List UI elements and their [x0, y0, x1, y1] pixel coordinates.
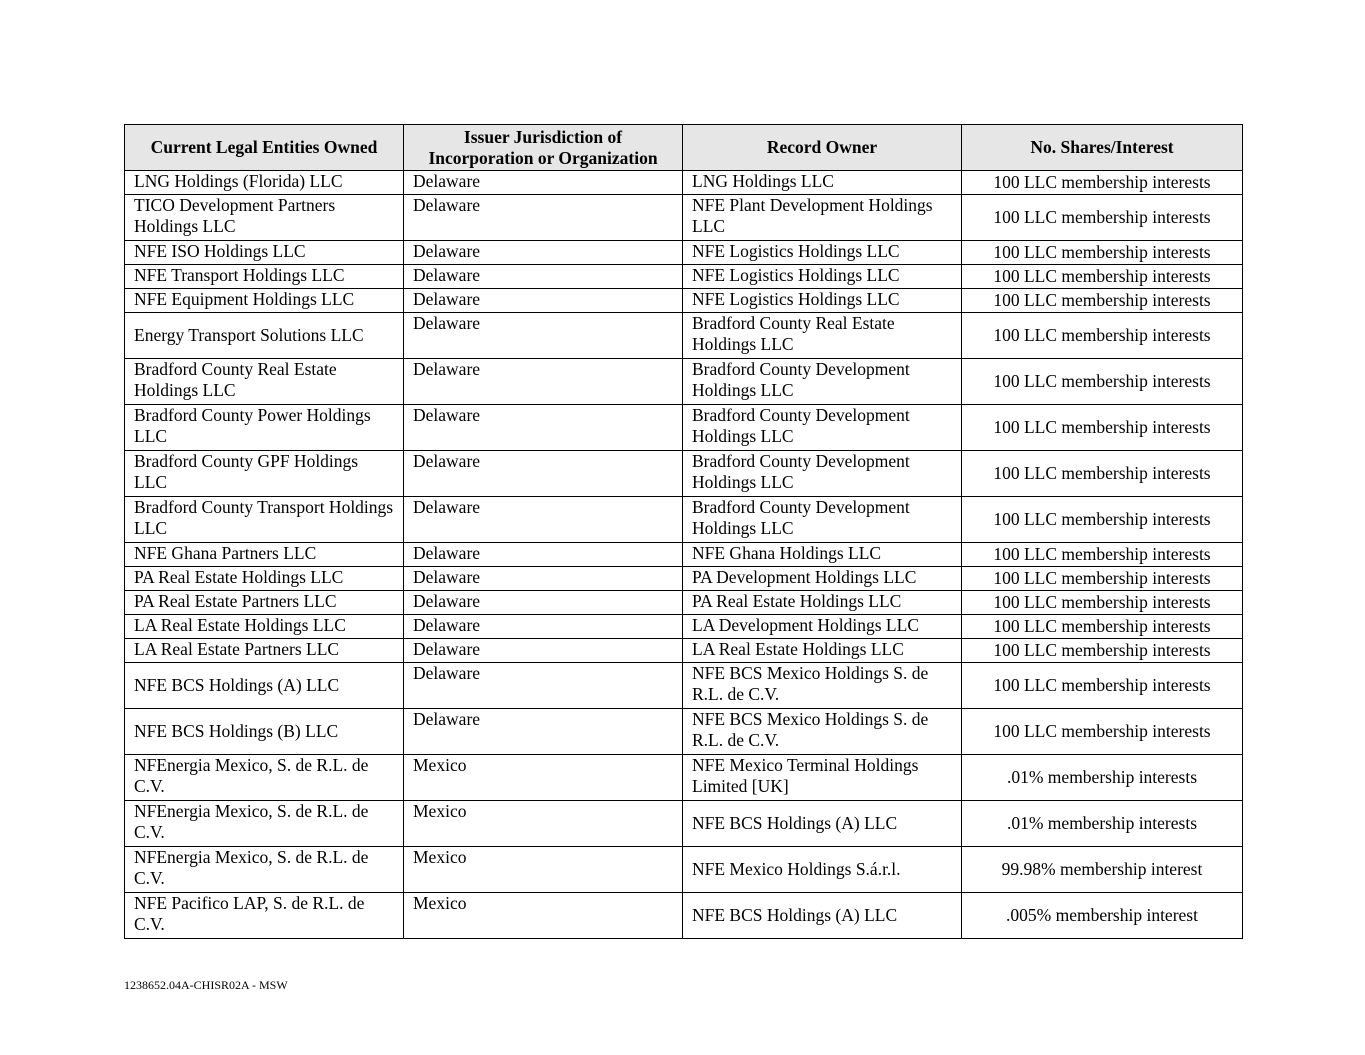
- owner-cell: NFE Plant Development Holdings LLC: [683, 195, 962, 241]
- owner-cell: NFE BCS Holdings (A) LLC: [683, 893, 962, 939]
- table-row: [125, 451, 1243, 497]
- shares-cell: 100 LLC membership interests: [962, 709, 1243, 755]
- entity-cell: NFE Pacifico LAP, S. de R.L. de C.V.: [125, 893, 404, 939]
- shares-cell: .01% membership interests: [962, 755, 1243, 801]
- owner-cell: NFE Mexico Terminal Holdings Limited [UK]: [683, 755, 962, 801]
- shares-cell: 100 LLC membership interests: [962, 451, 1243, 497]
- entity-cell: PA Real Estate Partners LLC: [125, 591, 404, 615]
- entity-cell: NFEnergia Mexico, S. de R.L. de C.V.: [125, 801, 404, 847]
- jurisdiction-cell: Delaware: [404, 497, 683, 543]
- table-row: [125, 313, 1243, 359]
- shares-cell: 100 LLC membership interests: [962, 567, 1243, 591]
- table-row: [125, 801, 1243, 847]
- jurisdiction-cell: Delaware: [404, 171, 683, 195]
- owner-cell: LA Real Estate Holdings LLC: [683, 639, 962, 663]
- owner-cell: NFE Logistics Holdings LLC: [683, 241, 962, 265]
- entity-cell: LNG Holdings (Florida) LLC: [125, 171, 404, 195]
- table-row: [125, 241, 1243, 265]
- entity-cell: Bradford County Real Estate Holdings LLC: [125, 359, 404, 405]
- table-row: [125, 615, 1243, 639]
- jurisdiction-cell: Delaware: [404, 639, 683, 663]
- entity-cell: Bradford County Transport Holdings LLC: [125, 497, 404, 543]
- table-row: [125, 195, 1243, 241]
- table-row: [125, 265, 1243, 289]
- table-header: [125, 125, 1243, 171]
- document-footer-code: 1238652.04A-CHISR02A - MSW: [124, 978, 288, 992]
- entity-cell: LA Real Estate Partners LLC: [125, 639, 404, 663]
- table-row: [125, 663, 1243, 709]
- table-row: [125, 567, 1243, 591]
- jurisdiction-cell: Mexico: [404, 847, 683, 893]
- entity-cell: NFEnergia Mexico, S. de R.L. de C.V.: [125, 847, 404, 893]
- table-row: [125, 359, 1243, 405]
- owner-cell: Bradford County Development Holdings LLC: [683, 359, 962, 405]
- jurisdiction-cell: Delaware: [404, 591, 683, 615]
- table-row: [125, 497, 1243, 543]
- jurisdiction-cell: Delaware: [404, 313, 683, 359]
- table-row: [125, 543, 1243, 567]
- owner-cell: PA Real Estate Holdings LLC: [683, 591, 962, 615]
- shares-cell: 100 LLC membership interests: [962, 289, 1243, 313]
- entity-cell: NFE BCS Holdings (A) LLC: [125, 663, 404, 709]
- entity-cell: NFE Transport Holdings LLC: [125, 265, 404, 289]
- jurisdiction-cell: Delaware: [404, 195, 683, 241]
- shares-cell: 99.98% membership interest: [962, 847, 1243, 893]
- owner-cell: Bradford County Development Holdings LLC: [683, 497, 962, 543]
- jurisdiction-cell: Delaware: [404, 451, 683, 497]
- table-row: [125, 709, 1243, 755]
- jurisdiction-cell: Delaware: [404, 567, 683, 591]
- table-row: [125, 847, 1243, 893]
- shares-cell: 100 LLC membership interests: [962, 591, 1243, 615]
- jurisdiction-cell: Mexico: [404, 893, 683, 939]
- owner-cell: NFE Ghana Holdings LLC: [683, 543, 962, 567]
- shares-cell: 100 LLC membership interests: [962, 615, 1243, 639]
- owner-cell: Bradford County Development Holdings LLC: [683, 405, 962, 451]
- entity-cell: Energy Transport Solutions LLC: [125, 313, 404, 359]
- owner-cell: LA Development Holdings LLC: [683, 615, 962, 639]
- shares-cell: 100 LLC membership interests: [962, 241, 1243, 265]
- owner-cell: NFE BCS Holdings (A) LLC: [683, 801, 962, 847]
- entity-cell: Bradford County Power Holdings LLC: [125, 405, 404, 451]
- header-jurisdiction: Issuer Jurisdiction of Incorporation or Organization: [404, 125, 683, 171]
- shares-cell: 100 LLC membership interests: [962, 405, 1243, 451]
- shares-cell: 100 LLC membership interests: [962, 313, 1243, 359]
- owner-cell: PA Development Holdings LLC: [683, 567, 962, 591]
- entities-table: [124, 124, 1243, 939]
- entity-cell: NFEnergia Mexico, S. de R.L. de C.V.: [125, 755, 404, 801]
- jurisdiction-cell: Mexico: [404, 801, 683, 847]
- shares-cell: .005% membership interest: [962, 893, 1243, 939]
- header-row: [125, 125, 1243, 171]
- shares-cell: 100 LLC membership interests: [962, 359, 1243, 405]
- entity-cell: NFE Equipment Holdings LLC: [125, 289, 404, 313]
- shares-cell: 100 LLC membership interests: [962, 663, 1243, 709]
- entity-cell: PA Real Estate Holdings LLC: [125, 567, 404, 591]
- shares-cell: .01% membership interests: [962, 801, 1243, 847]
- entity-cell: NFE BCS Holdings (B) LLC: [125, 709, 404, 755]
- jurisdiction-cell: Delaware: [404, 543, 683, 567]
- shares-cell: 100 LLC membership interests: [962, 171, 1243, 195]
- jurisdiction-cell: Mexico: [404, 755, 683, 801]
- table-body: [125, 171, 1243, 939]
- table-row: [125, 755, 1243, 801]
- jurisdiction-cell: Delaware: [404, 663, 683, 709]
- jurisdiction-cell: Delaware: [404, 241, 683, 265]
- owner-cell: NFE BCS Mexico Holdings S. de R.L. de C.V.: [683, 663, 962, 709]
- shares-cell: 100 LLC membership interests: [962, 265, 1243, 289]
- table-row: [125, 289, 1243, 313]
- entity-cell: NFE ISO Holdings LLC: [125, 241, 404, 265]
- header-shares: No. Shares/Interest: [962, 125, 1243, 171]
- entity-cell: LA Real Estate Holdings LLC: [125, 615, 404, 639]
- table-row: [125, 405, 1243, 451]
- owner-cell: NFE Mexico Holdings S.á.r.l.: [683, 847, 962, 893]
- jurisdiction-cell: Delaware: [404, 405, 683, 451]
- shares-cell: 100 LLC membership interests: [962, 195, 1243, 241]
- table-row: [125, 171, 1243, 195]
- jurisdiction-cell: Delaware: [404, 359, 683, 405]
- owner-cell: NFE Logistics Holdings LLC: [683, 289, 962, 313]
- shares-cell: 100 LLC membership interests: [962, 543, 1243, 567]
- jurisdiction-cell: Delaware: [404, 615, 683, 639]
- entity-cell: TICO Development Partners Holdings LLC: [125, 195, 404, 241]
- entity-cell: NFE Ghana Partners LLC: [125, 543, 404, 567]
- jurisdiction-cell: Delaware: [404, 265, 683, 289]
- header-entity: Current Legal Entities Owned: [125, 125, 404, 171]
- jurisdiction-cell: Delaware: [404, 709, 683, 755]
- shares-cell: 100 LLC membership interests: [962, 497, 1243, 543]
- owner-cell: LNG Holdings LLC: [683, 171, 962, 195]
- header-owner: Record Owner: [683, 125, 962, 171]
- table-row: [125, 893, 1243, 939]
- entity-cell: Bradford County GPF Holdings LLC: [125, 451, 404, 497]
- owner-cell: NFE Logistics Holdings LLC: [683, 265, 962, 289]
- owner-cell: Bradford County Real Estate Holdings LLC: [683, 313, 962, 359]
- jurisdiction-cell: Delaware: [404, 289, 683, 313]
- table-row: [125, 639, 1243, 663]
- owner-cell: Bradford County Development Holdings LLC: [683, 451, 962, 497]
- shares-cell: 100 LLC membership interests: [962, 639, 1243, 663]
- table-row: [125, 591, 1243, 615]
- owner-cell: NFE BCS Mexico Holdings S. de R.L. de C.V.: [683, 709, 962, 755]
